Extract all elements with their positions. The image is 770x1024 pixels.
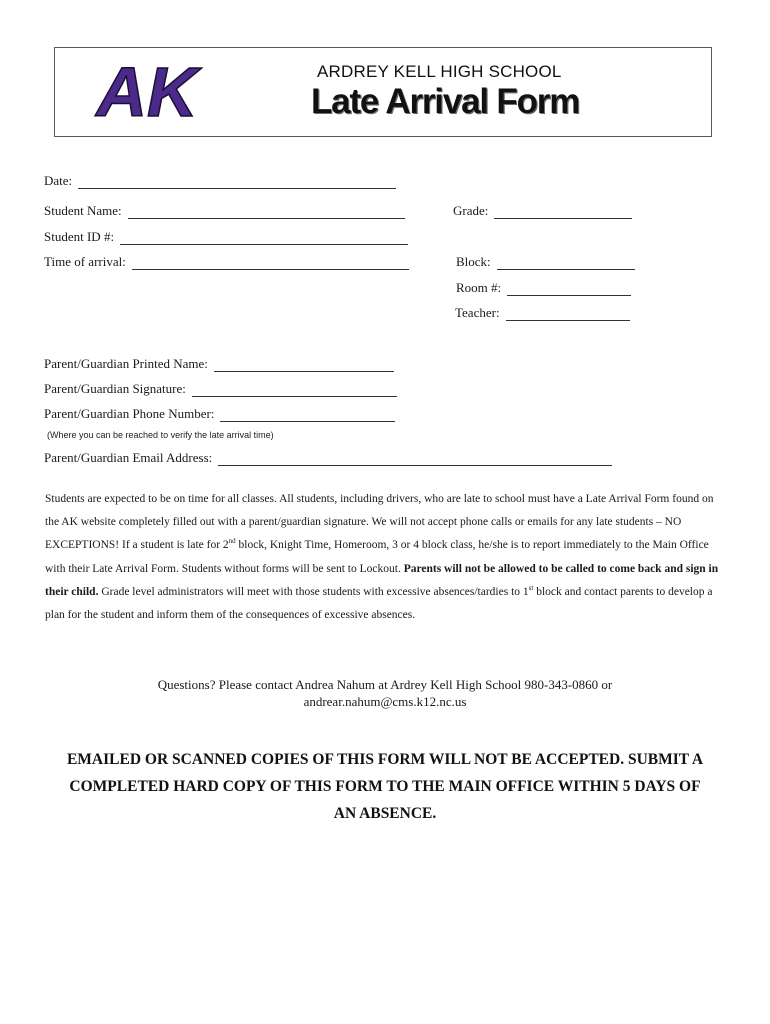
policy-superscript-2: st — [528, 583, 534, 592]
policy-bold-statement: Parents will not be allowed to be called to come back and sign in their child. — [45, 562, 719, 598]
policy-superscript-1: nd — [228, 537, 236, 546]
student-name-field[interactable] — [44, 203, 405, 219]
teacher-input-line[interactable] — [506, 309, 630, 321]
parent-phone-input-line[interactable] — [220, 410, 395, 422]
parent-email-field[interactable] — [44, 450, 612, 466]
parent-email-label: Parent/Guardian Email Address: — [44, 450, 213, 465]
policy-text-4: block and contact parents to develop a plan for the student and inform them of the consequences of excessive absences. — [45, 585, 713, 622]
teacher-field[interactable] — [455, 305, 630, 321]
parent-phone-label: Parent/Guardian Phone Number: — [44, 406, 215, 421]
block-input-line[interactable] — [497, 258, 635, 270]
date-input-line[interactable] — [78, 177, 396, 189]
student-id-input-line[interactable] — [120, 233, 408, 245]
block-field[interactable] — [456, 254, 635, 270]
time-of-arrival-label: Time of arrival: — [44, 254, 126, 269]
grade-field[interactable] — [453, 203, 632, 219]
ak-logo — [91, 56, 203, 122]
time-of-arrival-field[interactable] — [44, 254, 409, 270]
room-field[interactable] — [456, 280, 631, 296]
phone-note: (Where you can be reached to verify the late arrival time) — [47, 430, 274, 440]
parent-signature-input-line[interactable] — [192, 385, 397, 397]
date-label: Date: — [44, 173, 73, 188]
form-title: Late Arrival Form — [311, 82, 580, 121]
notice-line-2: COMPLETED HARD COPY OF THIS FORM TO THE MAIN OFFICE WITHIN 5 DAYS OF — [69, 778, 701, 795]
contact-info — [60, 676, 710, 710]
grade-label: Grade: — [453, 203, 489, 218]
room-label: Room #: — [456, 280, 502, 295]
grade-input-line[interactable] — [494, 207, 632, 219]
school-name: ARDREY KELL HIGH SCHOOL — [317, 62, 562, 81]
parent-email-input-line[interactable] — [218, 454, 612, 466]
date-field[interactable] — [44, 173, 396, 189]
student-id-label: Student ID #: — [44, 229, 115, 244]
policy-paragraph — [45, 488, 725, 627]
policy-text-2: block, Knight Time, Homeroom, 3 or 4 block class, he/she is to report immediately to the Main Office with their Late Arrival Form. Students without forms will be sent to Lockout. — [45, 539, 709, 575]
teacher-label: Teacher: — [455, 305, 500, 320]
time-of-arrival-input-line[interactable] — [132, 258, 409, 270]
student-name-input-line[interactable] — [128, 207, 405, 219]
policy-text-3: Grade level administrators will meet with those students with excessive absences/tardies to 1 — [98, 585, 529, 598]
policy-text-1: Students are expected to be on time for all classes. All students, including drivers, who are late to school must have a Late Arrival Form found on the AK website completely filled out with a parent/guardian signature. We will not accept phone calls or emails for any late students – NO EXCEPTIONS! If a student is late for 2 — [45, 493, 714, 552]
room-input-line[interactable] — [507, 284, 631, 296]
form-header — [54, 47, 712, 137]
parent-signature-field[interactable] — [44, 381, 397, 397]
logo-lettering: AK — [96, 56, 198, 122]
student-id-field[interactable] — [44, 229, 408, 245]
parent-signature-label: Parent/Guardian Signature: — [44, 381, 186, 396]
parent-name-label: Parent/Guardian Printed Name: — [44, 356, 208, 371]
block-label: Block: — [456, 254, 491, 269]
student-name-label: Student Name: — [44, 203, 122, 218]
notice-line-3: AN ABSENCE. — [333, 805, 437, 822]
parent-phone-field[interactable] — [44, 406, 395, 422]
parent-name-input-line[interactable] — [214, 360, 394, 372]
contact-line-1: Questions? Please contact Andrea Nahum at Ardrey Kell High School 980-343-0860 or — [157, 677, 613, 692]
contact-email: andrear.nahum@cms.k12.nc.us — [303, 694, 467, 709]
parent-name-field[interactable] — [44, 356, 394, 372]
notice-line-1: EMAILED OR SCANNED COPIES OF THIS FORM WILL NOT BE ACCEPTED. SUBMIT A — [66, 751, 704, 768]
submission-notice — [40, 746, 730, 827]
